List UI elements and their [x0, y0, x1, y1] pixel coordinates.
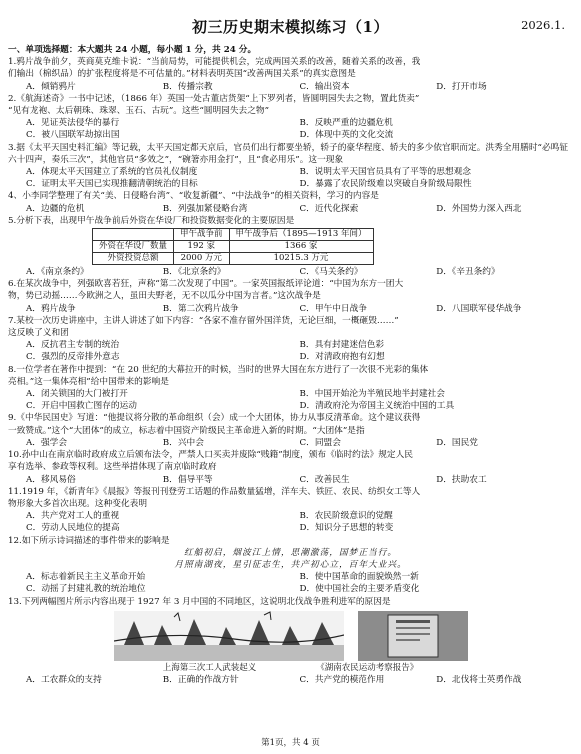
options	[8, 522, 573, 534]
option-b[interactable]: B．第二次鸦片战争	[162, 303, 239, 314]
question-stem: 9.《中华民国史》写道：“他提议将分散的革命组织（会）成一个大团体，协力从事反清革命。这个建议获得	[8, 413, 421, 424]
question-stem: 6.在某次战争中，列强欧喜若狂，声称“第二次发现了中国”。一家英国报纸评论道：“中国为东方一团大	[8, 279, 404, 290]
options	[8, 203, 573, 215]
option-c[interactable]: C．输出资本	[299, 81, 350, 92]
options	[8, 388, 573, 400]
option-c[interactable]: C．动摇了封建礼教的统治地位	[26, 584, 146, 595]
question-stem: 11.1919 年，《新青年》《晨报》等报刊刊登劳工话题的作品数量猛增，洋车夫、铁匠、农民、纺织女工等人	[8, 486, 421, 497]
table-header-cell	[93, 229, 174, 241]
option-a[interactable]: A．《南京条约》	[26, 267, 89, 278]
option-a[interactable]: A．强学会	[26, 437, 68, 448]
table-cell: 192 家	[174, 241, 230, 253]
question-stem: 这反映了义和团	[8, 328, 69, 339]
option-d[interactable]: D．国民党	[436, 437, 478, 448]
poem-line: 红船初启，烟波江上情，思潮激荡，国梦正当行。	[183, 547, 398, 558]
option-d[interactable]: D．使中国社会的主要矛盾变化	[299, 584, 420, 595]
option-a[interactable]: A．移风易俗	[26, 474, 76, 485]
question-9	[8, 412, 573, 449]
options	[8, 583, 573, 595]
question-stem: 4、小李同学整理了有关“美、日侵略台湾”、“收复新疆”、“中法战争”的相关资料，学习的内容是	[8, 191, 379, 202]
question-stem: 一致赞成。”这个“大团体”的成立，标志着中国资产阶级民主革命进入新的时期。“大团体”是指	[8, 425, 365, 436]
option-b[interactable]: B．农民阶级意识的觉醒	[299, 511, 393, 522]
question-stem: 们输出（棉织品）的扩张程度将是不可估量的。”材料表明英国“改善两国关系”的真实意图是	[8, 69, 356, 80]
options	[8, 437, 573, 449]
question-12	[8, 535, 573, 596]
question-stem: 物，势已动摇……今欧洲之人，虽田夫野老，无不以瓜分中国为言者。”这次战争是	[8, 291, 321, 302]
option-b[interactable]: B．正确的作战方针	[162, 674, 239, 685]
option-c[interactable]: C．开启中国救亡图存的运动	[26, 401, 137, 412]
options	[8, 400, 573, 412]
question-3	[8, 142, 573, 191]
option-d[interactable]: D．《辛丑条约》	[436, 267, 500, 278]
option-a[interactable]: A．倾销鸦片	[26, 81, 76, 92]
table-header-row	[93, 229, 374, 241]
option-d[interactable]: D．对清政府抱有幻想	[299, 352, 385, 363]
option-d[interactable]: D．八国联军侵华战争	[436, 303, 522, 314]
table-header-cell: 甲午战争后（1895—1913 年间）	[229, 229, 373, 241]
caption-1: 上海第三次工人武装起义	[162, 662, 257, 673]
option-a[interactable]: A．工农群众的支持	[26, 674, 102, 685]
question-list	[8, 44, 573, 686]
question-stem: 2.《航海述奇》一书中记述，（1866 年）英国一处古董店货架“上下罗列者，皆圆明园失去之物，置此货卖”	[8, 93, 420, 104]
question-stem: 3.据《太平天国史料汇编》等记载，太平天国定都天京后，官员们出行都要坐轿，轿子的豪华程度、轿夫的多少依官职而定。洪秀全用膳时“必鸣钲六十四声，奏乐三次”，其他官员“多效之”，“碗箸亦用金打”，且“食必用乐”。这一现象	[8, 142, 569, 165]
table-cell: 2000 万元	[174, 253, 230, 265]
question-stem: 物形象大多首次出现。这种变化表明	[8, 498, 147, 509]
options	[8, 510, 573, 522]
table-cell: 外资在华设厂数量	[93, 241, 174, 253]
options	[8, 351, 573, 363]
question-11	[8, 486, 573, 535]
question-stem: 1.鸦片战争前夕，英商莫克维卡说：“当前局势，可能提供机会，完成两国关系的改善，随着关系的改善，我	[8, 57, 421, 68]
option-d[interactable]: D．体现中英的文化交流	[299, 130, 394, 141]
table-cell: 外资投资总额	[93, 253, 174, 265]
option-a[interactable]: A．边疆的危机	[26, 203, 85, 214]
option-d[interactable]: D．外国势力深入西北	[436, 203, 522, 214]
section-heading: 一、单项选择题：本大题共 24 小题，每小题 1 分，共 24 分。	[8, 45, 257, 55]
option-b[interactable]: B．列强加紧侵略台湾	[162, 203, 248, 214]
option-b[interactable]: B．中国开始沦为半殖民地半封建社会	[299, 389, 445, 400]
question-stem: “见有龙袍、太后朝珠、珠翠、玉石、古玩”。这些“圆明园失去之物”	[8, 106, 270, 117]
options	[8, 129, 573, 141]
question-1	[8, 56, 573, 93]
option-a[interactable]: A．见证英法侵华的暴行	[26, 118, 120, 129]
option-d[interactable]: D．清政府沦为帝国主义统治中国的工具	[299, 401, 455, 412]
options	[8, 674, 573, 686]
options	[8, 303, 573, 315]
option-b[interactable]: B．说明太平天国官员具有了平等的思想观念	[299, 167, 471, 178]
figure-row	[8, 611, 573, 661]
exam-date: 2026.1.	[521, 18, 565, 32]
option-c[interactable]: C．同盟会	[299, 437, 341, 448]
option-b[interactable]: B．传播宗教	[162, 81, 213, 92]
options	[8, 178, 573, 190]
table-cell: 10215.3 万元	[229, 253, 373, 265]
options	[8, 266, 573, 278]
question-stem: 5.分析下表，出现甲午战争前后外资在华设厂和投资数据变化的主要原因是	[8, 215, 295, 226]
option-a[interactable]: A．鸦片战争	[26, 303, 76, 314]
option-b[interactable]: B．反映严重的边疆危机	[299, 118, 393, 129]
option-c[interactable]: C．改善民生	[299, 474, 350, 485]
option-b[interactable]: B．具有封建迷信色彩	[299, 340, 385, 351]
caption-2: 《湖南农民运动考察报告》	[316, 662, 419, 673]
option-c[interactable]: C．近代化探索	[299, 203, 359, 214]
question-stem: 享有选举、参政等权利。这些举措体现了南京临时政府	[8, 462, 217, 473]
report-cover-image	[358, 611, 468, 661]
option-d[interactable]: D．暴露了农民阶级难以突破自身阶级局限性	[299, 179, 472, 190]
options	[8, 117, 573, 129]
option-b[interactable]: B．《北京条约》	[162, 267, 226, 278]
option-a[interactable]: A．共产党对工人的重视	[26, 511, 120, 522]
header	[0, 16, 581, 38]
option-c[interactable]: C．证明太平天国已实现推翻清朝统治的目标	[26, 179, 198, 190]
table-row	[93, 253, 374, 265]
question-stem: 8.一位学者在著作中提到：“在 20 世纪的大幕拉开的时候，当时的世界大国在东方进行了一次很不光彩的集体	[8, 364, 429, 375]
option-a[interactable]: A．反抗君主专制的统治	[26, 340, 120, 351]
question-4	[8, 190, 573, 214]
question-stem: 7.某校一次历史讲座中，主讲人讲述了如下内容：“各家不准存留外国洋货，无论巨细，一概砸毁……”	[8, 315, 399, 326]
options	[8, 571, 573, 583]
figure-captions	[8, 662, 573, 674]
option-c[interactable]: C．被八国联军劫掠出国	[26, 130, 120, 141]
table-header-cell: 甲午战争前	[174, 229, 230, 241]
question-13	[8, 596, 573, 687]
option-a[interactable]: A．体现太平天国建立了系统的官员礼仪制度	[26, 167, 198, 178]
page-footer: 第1页，共 4 页	[261, 738, 320, 748]
question-8	[8, 364, 573, 413]
option-b[interactable]: B．倡导平等	[162, 474, 213, 485]
table-row	[93, 241, 374, 253]
option-a[interactable]: A．闭关锁国的大门被打开	[26, 389, 128, 400]
question-2	[8, 93, 573, 142]
option-d[interactable]: D．北伐将士英勇作战	[436, 674, 522, 685]
question-stem: 10.孙中山在南京临时政府成立后颁布法令，严禁人口买卖并废除“贱籍”制度，颁布《临时约法》规定人民	[8, 450, 413, 461]
question-10	[8, 449, 573, 486]
poem-line: 月照南湖夜，星引征志生，共产初心立，百年大业兴。	[174, 559, 407, 570]
worker-uprising-illustration	[114, 611, 344, 661]
question-5	[8, 215, 573, 278]
options	[8, 474, 573, 486]
options	[8, 81, 573, 93]
options	[8, 166, 573, 178]
data-table	[92, 228, 374, 265]
option-d[interactable]: D．打开市场	[436, 81, 487, 92]
option-c[interactable]: C．强烈的反帝排外意志	[26, 352, 120, 363]
option-a[interactable]: A．标志着新民主主义革命开始	[26, 572, 146, 583]
question-stem: 13.下列两幅图片所示内容出现于 1927 年 3 月中国的不同地区，这说明北伐战争胜利进军的原因是	[8, 596, 391, 607]
option-c[interactable]: C．《马关条约》	[299, 267, 363, 278]
question-stem: 亮相。”这一集体亮相”给中国带来的影响是	[8, 376, 169, 387]
option-b[interactable]: B．使中国革命的面貌焕然一新	[299, 572, 419, 583]
options	[8, 339, 573, 351]
option-b[interactable]: B．兴中会	[162, 437, 204, 448]
option-c[interactable]: C．共产党的模范作用	[299, 674, 385, 685]
question-stem: 12.如下所示诗词描述的事件带来的影响是	[8, 535, 170, 546]
exam-title: 初三历史期末模拟练习（1）	[192, 18, 389, 36]
table-cell: 1366 家	[229, 241, 373, 253]
option-c[interactable]: C．劳动人民地位的提高	[26, 523, 120, 534]
option-d[interactable]: D．知识分子思想的转变	[299, 523, 394, 534]
option-c[interactable]: C．甲午中日战争	[299, 303, 367, 314]
question-7	[8, 315, 573, 364]
option-d[interactable]: D．扶助农工	[436, 474, 487, 485]
question-6	[8, 278, 573, 315]
